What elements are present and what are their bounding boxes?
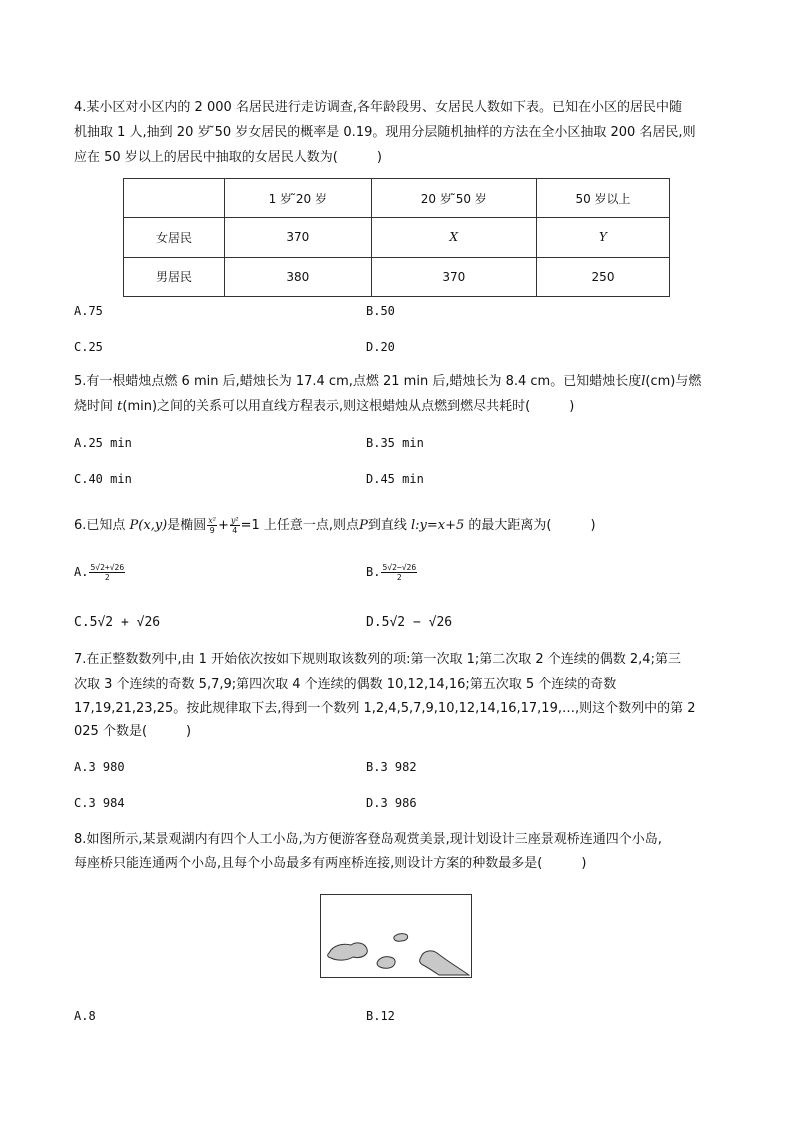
q4-option-d: D.20 (366, 340, 395, 354)
q6-option-b (366, 563, 418, 582)
fraction-denominator: 2 (396, 573, 402, 582)
q8-line-1: 8.如图所示,某景观湖内有四个人工小岛,为方便游客登岛观赏美景,现计划设计三座景观桥连通四个小岛, (74, 832, 662, 847)
q4-line-3: 应在 50 岁以上的居民中抽取的女居民人数为( ) (74, 150, 382, 165)
table-row-female (124, 218, 670, 257)
q5-option-c: C.40 min (74, 472, 132, 486)
q4-option-b: B.50 (366, 304, 395, 318)
q6-text: =1 上任意一点,则点 (240, 518, 360, 533)
fraction-denominator: 2 (104, 573, 110, 582)
q6-option-d: D.5√2 − √26 (366, 615, 453, 630)
q5-line-1 (74, 372, 701, 392)
table-header-row (124, 179, 670, 218)
q6-text: 到直线 (367, 518, 407, 533)
q8-line-2: 每座桥只能连通两个小岛,且每个小岛最多有两座桥连接,则设计方案的种数最多是( ) (74, 856, 587, 871)
table-cell (124, 179, 225, 218)
q7-option-b: B.3 982 (366, 760, 417, 774)
q4-option-c: C.25 (74, 340, 103, 354)
q6-line-l: l:y=x+5 (410, 518, 465, 533)
q6-option-c: C.5√2 + √26 (74, 615, 161, 630)
island-3 (377, 957, 395, 969)
q6-line (74, 514, 596, 538)
option-fraction (381, 563, 417, 582)
fraction-numerator: y² (230, 516, 239, 525)
q6-text: 是椭圆 (167, 518, 207, 533)
table-cell: Y (537, 218, 670, 257)
island-2 (394, 934, 408, 942)
table-cell: 380 (225, 257, 372, 296)
q5-text: (min)之间的关系可以用直线方程表示,则这根蜡烛从点燃到燃尽共耗时( ) (122, 399, 575, 414)
q6-plus: + (217, 518, 229, 533)
table-row-male (124, 257, 670, 296)
option-fraction (89, 563, 125, 582)
table-cell: 370 (371, 257, 536, 296)
table-header-cell: 50 岁以上 (537, 179, 670, 218)
fraction-numerator: 5√2+√26 (90, 563, 125, 572)
island-4 (420, 951, 469, 975)
q4-line-2: 机抽取 1 人,抽到 20 岁 ̃50 岁女居民的概率是 0.19。现用分层随机抽样的方法在全小区抽取 200 名居民,则 (74, 125, 696, 140)
q5-text: 烧时间 (74, 399, 114, 414)
fraction-numerator: 5√2−√26 (382, 563, 417, 572)
q5-line-2 (74, 397, 574, 417)
table-header-cell: 1 岁 ̃20 岁 (225, 179, 372, 218)
q8-option-a: A.8 (74, 1009, 96, 1023)
island-1 (328, 943, 368, 960)
q5-var-l: l (641, 374, 646, 389)
table-cell: 370 (225, 218, 372, 257)
q5-option-b: B.35 min (366, 436, 424, 450)
q7-line-4: 025 个数是( ) (74, 724, 192, 739)
table-header-cell: 20 岁 ̃50 岁 (371, 179, 536, 218)
q7-line-3: 17,19,21,23,25。按此规律取下去,得到一个数列 1,2,4,5,7,9,10,12,14,16,17,19,…,则这个数列中的第 2 (74, 701, 696, 716)
fraction-denominator: 4 (232, 526, 238, 535)
table-row-label: 女居民 (124, 218, 225, 257)
q5-text: (cm)与燃 (645, 374, 702, 389)
q7-line-1: 7.在正整数数列中,由 1 开始依次按如下规则取该数列的项:第一次取 1;第二次取 2 个连续的偶数 2,4;第三 (74, 652, 681, 667)
q6-text: 6.已知点 (74, 518, 126, 533)
table-cell: 250 (537, 257, 670, 296)
option-label: A. (74, 565, 89, 579)
q4-line-1: 4.某小区对小区内的 2 000 名居民进行走访调查,各年龄段男、女居民人数如下表。已知在小区的居民中随 (74, 100, 683, 115)
option-label: B. (366, 565, 381, 579)
age-distribution-table (123, 178, 670, 297)
q5-var-t: t (117, 399, 123, 414)
q5-text: 5.有一根蜡烛点燃 6 min 后,蜡烛长为 17.4 cm,点燃 21 min 后,蜡烛长为 8.4 cm。已知蜡烛长度 (74, 374, 642, 389)
q7-option-a: A.3 980 (74, 760, 125, 774)
q4-option-a: A.75 (74, 304, 103, 318)
table-cell: X (371, 218, 536, 257)
q6-text: 的最大距离为( ) (468, 518, 596, 533)
table-row-label: 男居民 (124, 257, 225, 296)
q6-point: P(x,y) (129, 518, 168, 533)
q6-point-p: P (359, 518, 368, 533)
q6-fraction-y (230, 516, 240, 535)
q8-option-b: B.12 (366, 1009, 395, 1023)
q7-option-c: C.3 984 (74, 796, 125, 810)
lake-islands-figure (320, 894, 472, 978)
q6-option-a (74, 563, 126, 582)
fraction-denominator: 9 (209, 526, 215, 535)
q6-fraction-x (207, 516, 217, 535)
q7-option-d: D.3 986 (366, 796, 417, 810)
lake-islands-illustration (321, 895, 470, 976)
q7-line-2: 次取 3 个连续的奇数 5,7,9;第四次取 4 个连续的偶数 10,12,14,16;第五次取 5 个连续的奇数 (74, 677, 617, 692)
fraction-numerator: x² (208, 516, 216, 525)
q5-option-a: A.25 min (74, 436, 132, 450)
q5-option-d: D.45 min (366, 472, 424, 486)
